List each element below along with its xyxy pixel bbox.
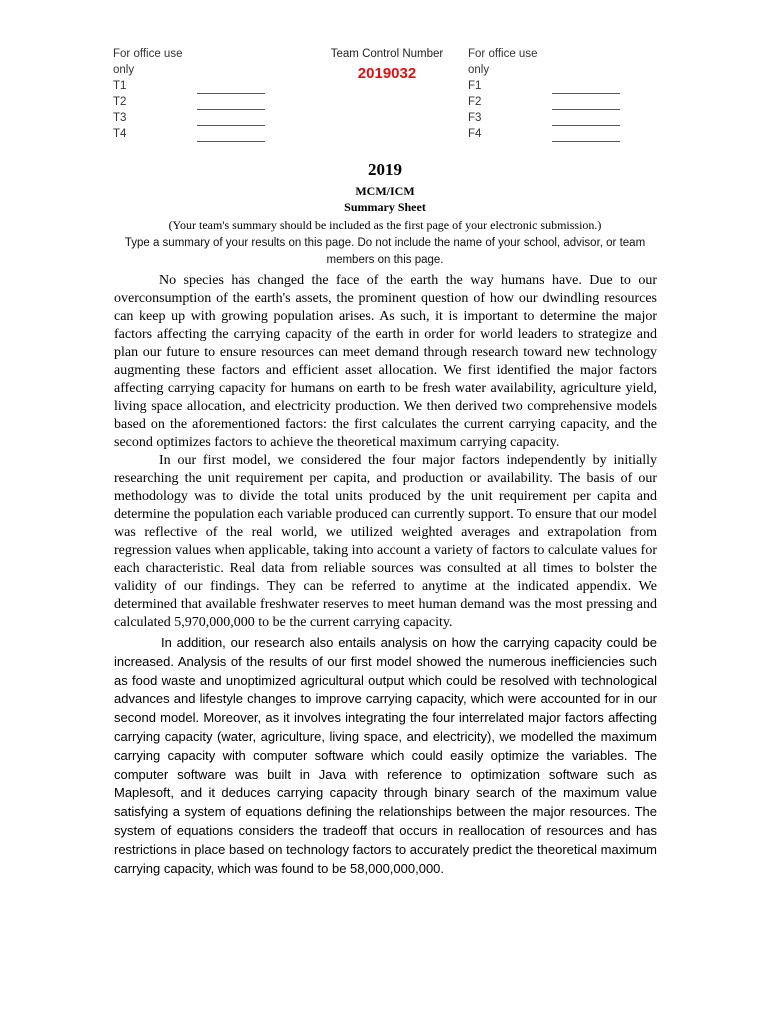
contest-year: 2019	[368, 160, 402, 179]
summary-paragraph-2: In our first model, we considered the four major factors independently by initially researching the unit requirement per capita, and production or availability. The basis of our methodology was to divide the total units produced by the unit requirement per capita and determine the population each variable produced can currently support. To ensure that our model was reflective of the real world, we utilized weighted averages and extrapolation from regression values when applicable, taking into account a variety of factors to calculate values for each characteristic. Real data from reliable sources was consulted at all times to bolster the validity of our findings. They can be referred to anytime at the indicated appendix. We determined that available freshwater reserves to meet human demand was the most pressing and calculated 5,970,000,000 to be the current carrying capacity.	[114, 453, 657, 630]
office-row-f2	[468, 94, 620, 110]
summary-paragraph-1: No species has changed the face of the earth the way humans have. Due to our overconsumption of the earth's assets, the prominent question of how our dwindling resources can keep up with growing population arises. As such, it is important to determine the major factors affecting the carrying capacity of the earth in order for world leaders to strategize and plan our future to ensure resources can meet demand through research toward new technology augmenting these factors and efficient asset allocation. We first identified the major factors affecting carrying capacity for humans on earth to be fresh water availability, agriculture yield, living space allocation, and electricity production. We then derived two comprehensive models based on the aforementioned factors: the first calculates the current carrying capacity, and the second optimizes factors to achieve the theoretical maximum carrying capacity.	[114, 273, 657, 450]
summary-title-block	[0, 158, 770, 269]
office-row-t3	[113, 110, 265, 126]
office-row-f4	[468, 126, 620, 142]
office-fill-line	[552, 130, 620, 142]
office-use-right-label-2: only	[468, 64, 490, 76]
office-row-label: T4	[113, 128, 127, 140]
office-row-label: T3	[113, 112, 127, 124]
office-row-t4	[113, 126, 265, 142]
office-use-left	[113, 46, 265, 142]
instruction-note: Type a summary of your results on this page. Do not include the name of your school, advisor, or team members on this page.	[124, 237, 646, 266]
summary-paragraph-3: In addition, our research also entails analysis on how the carrying capacity could be increased. Analysis of the results of our first model showed the numerous inefficiencies such as food waste and unoptimized agricultural output which could be resolved with technological advances and lifestyle changes to improve carrying capacity, which were accounted for in our second model. Moreover, as it involves integrating the four interrelated major factors affecting carrying capacity (water, agriculture, living space, and electricity), we modelled the maximum carrying capacity with computer software which could easily optimize the variables. The computer software was built in Java with reference to optimization software such as Maplesoft, and it deduces carrying capacity through binary search of the maximum value satisfying a system of equations defining the relationships between the major resources. The system of equations considers the tradeoff that occurs in reallocation of resources and has restrictions in place based on technology factors to accurately predict the theoretical maximum carrying capacity, which was found to be 58,000,000,000.	[114, 635, 657, 876]
office-use-right	[468, 46, 620, 142]
office-row-label: T1	[113, 80, 127, 92]
office-fill-line	[552, 82, 620, 94]
office-fill-line	[197, 82, 265, 94]
office-fill-line	[197, 130, 265, 142]
contest-name: MCM/ICM	[355, 184, 415, 198]
office-row-label: F1	[468, 80, 482, 92]
office-row-f3	[468, 110, 620, 126]
office-row-label: T2	[113, 96, 127, 108]
office-fill-line	[552, 114, 620, 126]
office-row-f1	[468, 78, 620, 94]
submission-note: (Your team's summary should be included as the first page of your electronic submission.)	[168, 218, 602, 232]
office-use-left-label-2: only	[113, 64, 135, 76]
team-control-block	[300, 46, 474, 85]
office-row-t1	[113, 78, 265, 94]
summary-body	[114, 272, 657, 878]
office-use-right-label: For office use	[468, 48, 538, 60]
office-use-left-label: For office use	[113, 48, 183, 60]
sheet-title: Summary Sheet	[344, 200, 426, 214]
office-row-t2	[113, 94, 265, 110]
office-row-label: F3	[468, 112, 482, 124]
office-fill-line	[197, 114, 265, 126]
team-control-number: 2019032	[357, 65, 417, 82]
team-control-label: Team Control Number	[330, 48, 444, 60]
office-fill-line	[197, 98, 265, 110]
office-row-label: F4	[468, 128, 482, 140]
office-fill-line	[552, 98, 620, 110]
office-row-label: F2	[468, 96, 482, 108]
